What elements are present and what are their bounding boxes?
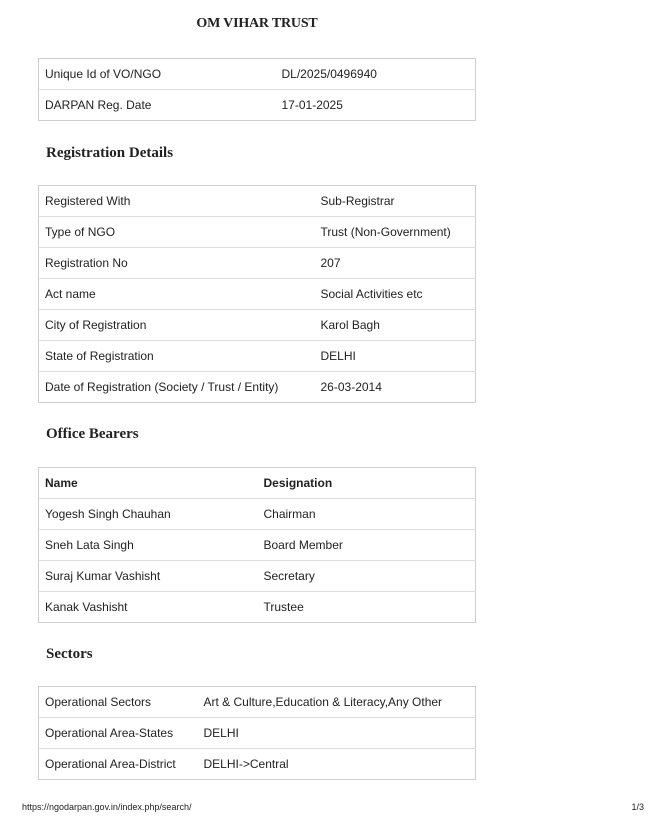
registration-heading: Registration Details: [46, 145, 174, 161]
table-row: [39, 687, 476, 718]
bearer-designation: Secretary: [258, 561, 476, 592]
sectors-table: [38, 686, 476, 780]
table-row: [39, 186, 476, 217]
row-value: Karol Bagh: [315, 310, 476, 341]
office-bearers-table: [38, 467, 476, 623]
sector-label: Operational Sectors: [39, 687, 198, 718]
table-row: [39, 718, 476, 749]
row-label: Type of NGO: [39, 217, 315, 248]
row-label: Act name: [39, 279, 315, 310]
table-row: [39, 530, 476, 561]
row-value: 207: [315, 248, 476, 279]
row-value: Social Activities etc: [315, 279, 476, 310]
bearer-name: Suraj Kumar Vashisht: [39, 561, 258, 592]
identity-table: [38, 58, 476, 121]
column-header-name: Name: [39, 468, 258, 499]
table-row: [39, 310, 476, 341]
row-label: Registered With: [39, 186, 315, 217]
row-value: Sub-Registrar: [315, 186, 476, 217]
table-row: [39, 248, 476, 279]
footer-url: https://ngodarpan.gov.in/index.php/search/: [22, 802, 192, 812]
bearer-designation: Trustee: [263, 600, 304, 614]
row-value: 26-03-2014: [320, 380, 382, 394]
sector-value: DELHI: [198, 718, 476, 749]
office-bearers-heading: Office Bearers: [46, 426, 139, 442]
bearer-name: Kanak Vashisht: [45, 600, 128, 614]
page-title: OM VIHAR TRUST: [196, 16, 318, 31]
table-row: [39, 561, 476, 592]
unique-id-value: DL/2025/0496940: [276, 59, 476, 90]
table-row: [39, 341, 476, 372]
page-number: 1/3: [631, 802, 644, 812]
row-label: Date of Registration (Society / Trust / Entity): [45, 380, 279, 394]
table-header-row: [39, 468, 476, 499]
bearer-designation: Chairman: [258, 499, 476, 530]
table-row: [39, 217, 476, 248]
table-row: [39, 90, 476, 121]
sectors-heading: Sectors: [46, 646, 93, 662]
row-label: State of Registration: [39, 341, 315, 372]
row-value: DELHI: [315, 341, 476, 372]
sector-label: Operational Area-District: [45, 757, 176, 771]
bearer-name: Yogesh Singh Chauhan: [39, 499, 258, 530]
row-label: Registration No: [39, 248, 315, 279]
sector-label: Operational Area-States: [39, 718, 198, 749]
sector-value: DELHI->Central: [203, 757, 289, 771]
table-row: [39, 59, 476, 90]
unique-id-label: Unique Id of VO/NGO: [39, 59, 276, 90]
bearer-name: Sneh Lata Singh: [39, 530, 258, 561]
registration-table: [38, 185, 476, 403]
table-row: [39, 592, 476, 623]
table-row: [39, 372, 476, 403]
table-row: [39, 749, 476, 780]
sector-value: Art & Culture,Education & Literacy,Any Other: [198, 687, 476, 718]
table-row: [39, 279, 476, 310]
column-header-designation: Designation: [258, 468, 476, 499]
darpan-date-label: DARPAN Reg. Date: [45, 98, 152, 112]
row-value: Trust (Non-Government): [315, 217, 476, 248]
darpan-date-value: 17-01-2025: [281, 98, 343, 112]
row-label: City of Registration: [39, 310, 315, 341]
bearer-designation: Board Member: [258, 530, 476, 561]
table-row: [39, 499, 476, 530]
